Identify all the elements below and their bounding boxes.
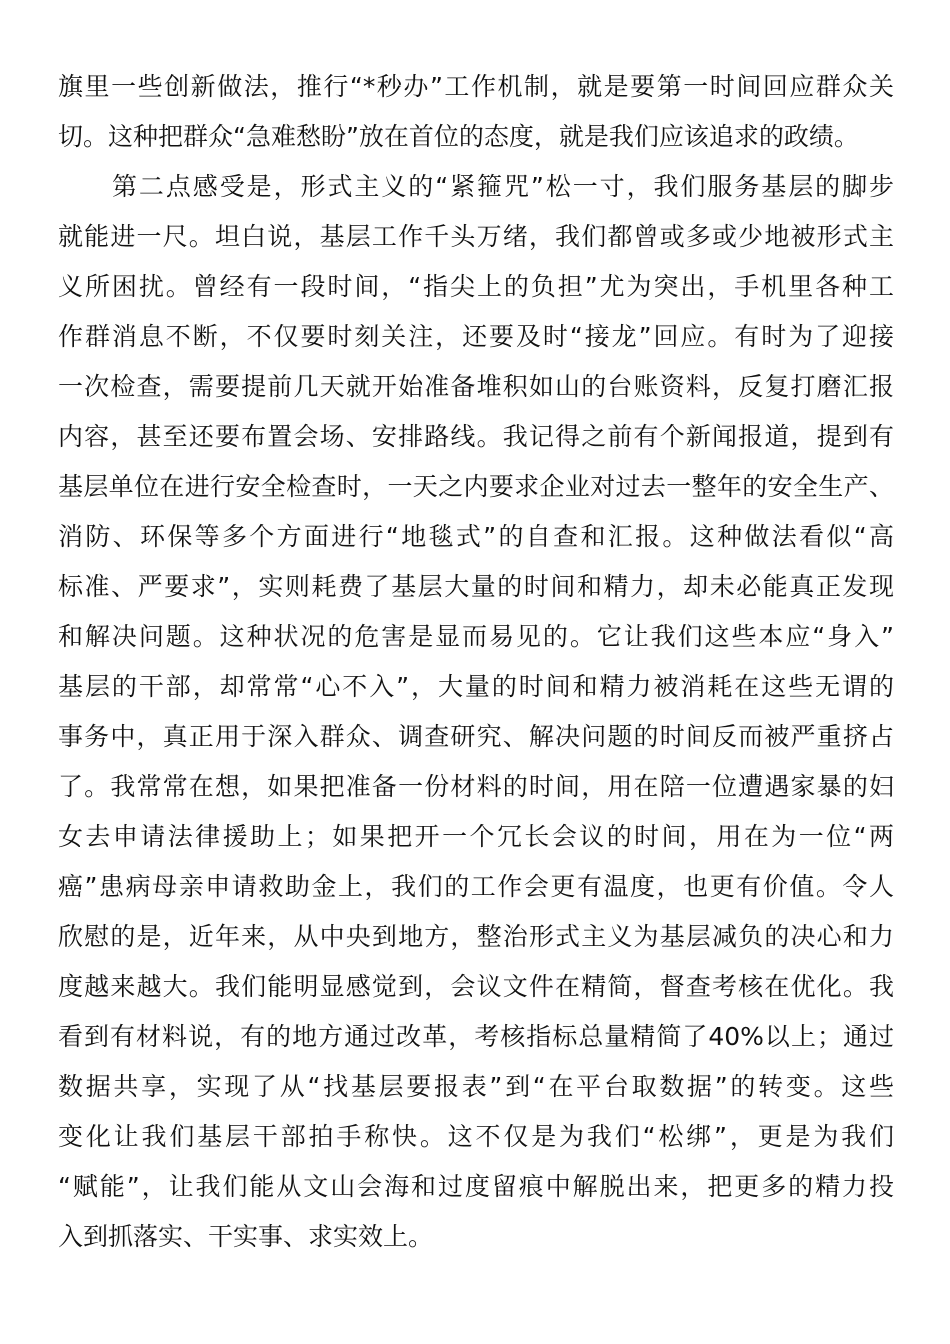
text-line: 切。这种把群众“急难愁盼”放在首位的态度，就是我们应该追求的政绩。 — [58, 122, 859, 151]
text-line: 标准、严要求”，实则耗费了基层大量的时间和精力，却未必能真正发现 — [58, 572, 894, 601]
text-line: 就能进一尺。坦白说，基层工作千头万绪，我们都曾或多或少地被形式主 — [58, 222, 894, 251]
text-line: 基层的干部，却常常“心不入”，大量的时间和精力被消耗在这些无谓的 — [58, 672, 894, 701]
text-line: 欣慰的是，近年来，从中央到地方，整治形式主义为基层减负的决心和力 — [58, 922, 894, 951]
text-line: 旗里一些创新做法，推行“*秒办”工作机制，就是要第一时间回应群众关 — [58, 72, 894, 101]
text-line: 基层单位在进行安全检查时，一天之内要求企业对过去一整年的安全生产、 — [58, 472, 894, 501]
text-line: 看到有材料说，有的地方通过改革，考核指标总量精简了40%以上；通过 — [58, 1022, 894, 1051]
text-line: 度越来越大。我们能明显感觉到，会议文件在精简，督查考核在优化。我 — [58, 972, 894, 1001]
text-line: 事务中，真正用于深入群众、调查研究、解决问题的时间反而被严重挤占 — [58, 722, 894, 751]
text-line: 入到抓落实、干实事、求实效上。 — [58, 1222, 434, 1251]
text-line: 和解决问题。这种状况的危害是显而易见的。它让我们这些本应“身入” — [58, 622, 894, 651]
paragraph-first-line: 第二点感受是，形式主义的“紧箍咒”松一寸，我们服务基层的脚步 — [112, 172, 894, 201]
text-line: 数据共享，实现了从“找基层要报表”到“在平台取数据”的转变。这些 — [58, 1072, 894, 1101]
text-line: 变化让我们基层干部拍手称快。这不仅是为我们“松绑”，更是为我们 — [58, 1122, 894, 1151]
text-line: “赋能”，让我们能从文山会海和过度留痕中解脱出来，把更多的精力投 — [58, 1172, 894, 1201]
text-line: 内容，甚至还要布置会场、安排路线。我记得之前有个新闻报道，提到有 — [58, 422, 894, 451]
text-line: 消防、环保等多个方面进行“地毯式”的自查和汇报。这种做法看似“高 — [58, 522, 894, 551]
text-line: 义所困扰。曾经有一段时间，“指尖上的负担”尤为突出，手机里各种工 — [58, 272, 894, 301]
text-line: 一次检查，需要提前几天就开始准备堆积如山的台账资料，反复打磨汇报 — [58, 372, 894, 401]
text-line: 了。我常常在想，如果把准备一份材料的时间，用在陪一位遭遇家暴的妇 — [58, 772, 894, 801]
text-line: 作群消息不断，不仅要时刻关注，还要及时“接龙”回应。有时为了迎接 — [58, 322, 894, 351]
text-line: 癌”患病母亲申请救助金上，我们的工作会更有温度，也更有价值。令人 — [58, 872, 894, 901]
text-line: 女去申请法律援助上；如果把开一个冗长会议的时间，用在为一位“两 — [58, 822, 894, 851]
